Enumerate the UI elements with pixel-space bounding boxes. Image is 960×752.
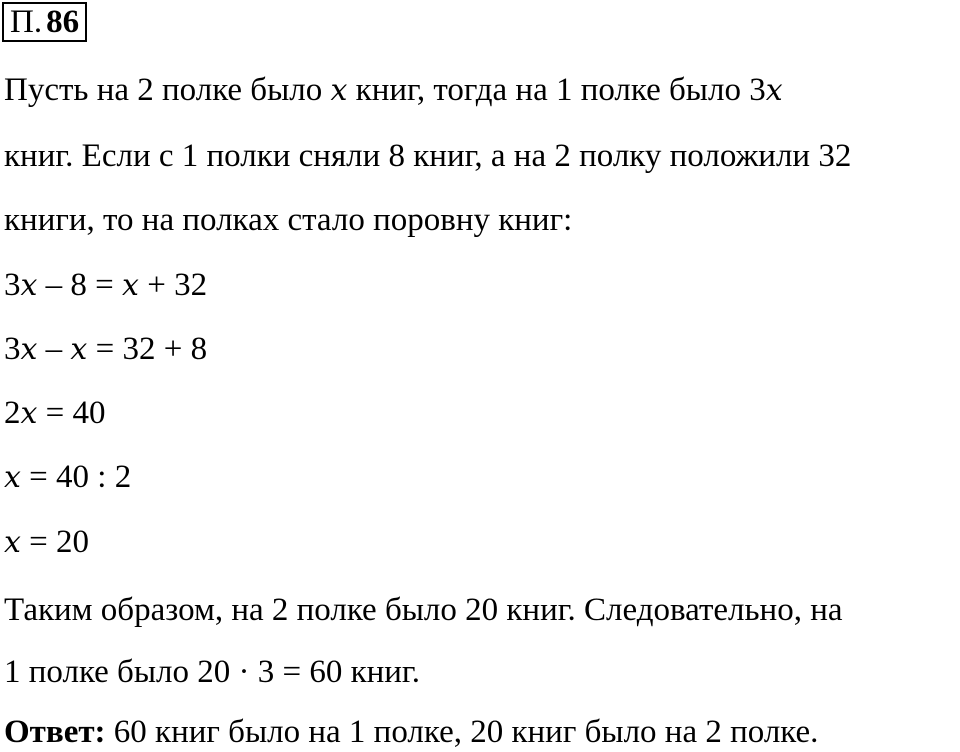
eq-segment: 2 xyxy=(4,395,21,431)
eq-segment: = 32 + 8 xyxy=(87,331,208,367)
eq-segment: = 40 xyxy=(37,395,106,431)
variable-x: x xyxy=(20,396,38,431)
variable-x: x xyxy=(330,73,348,108)
equation-4 xyxy=(4,457,131,498)
equation-3 xyxy=(4,393,106,434)
variable-x: x xyxy=(20,332,38,367)
text-segment: Таким образом, на 2 полке было 20 книг. Следовательно, на xyxy=(4,592,843,628)
equation-1 xyxy=(4,265,207,306)
problem-number-box xyxy=(2,2,87,42)
problem-number: 86 xyxy=(46,3,80,40)
eq-segment: 3 xyxy=(4,267,21,303)
conclusion-line-2 xyxy=(4,652,420,692)
answer-text: 60 книг было на 1 полке, 20 книг было на 2 полке. xyxy=(105,714,819,750)
text-segment: книги, то на полках стало поровну книг: xyxy=(4,202,573,238)
eq-segment: + 32 xyxy=(138,267,208,303)
text-line-2 xyxy=(4,136,851,176)
text-segment: 1 полке было 20 · 3 = 60 книг. xyxy=(4,654,420,690)
text-line-3 xyxy=(4,200,572,240)
variable-x: x xyxy=(765,73,783,108)
text-segment: книг. Если с 1 полки сняли 8 книг, а на 2 полку положили 32 xyxy=(4,138,852,174)
variable-x: x xyxy=(20,268,38,303)
variable-x: x xyxy=(70,332,88,367)
equation-5 xyxy=(4,522,89,563)
conclusion-line-1 xyxy=(4,590,843,630)
variable-x: x xyxy=(4,460,21,495)
equation-2 xyxy=(4,329,207,370)
eq-segment: 3 xyxy=(4,331,21,367)
answer-line xyxy=(4,712,818,752)
answer-label: Ответ: xyxy=(4,714,106,750)
eq-segment: = 20 xyxy=(20,524,90,560)
variable-x: x xyxy=(122,268,139,303)
eq-segment: – xyxy=(37,331,71,367)
problem-prefix: П. xyxy=(10,3,43,40)
eq-segment: – 8 = xyxy=(37,267,123,303)
text-line-1 xyxy=(4,70,783,111)
variable-x: x xyxy=(4,525,21,560)
text-segment: Пусть на 2 полке было xyxy=(4,72,331,108)
text-segment: книг, тогда на 1 полке было 3 xyxy=(347,72,766,108)
eq-segment: = 40 : 2 xyxy=(20,459,132,495)
